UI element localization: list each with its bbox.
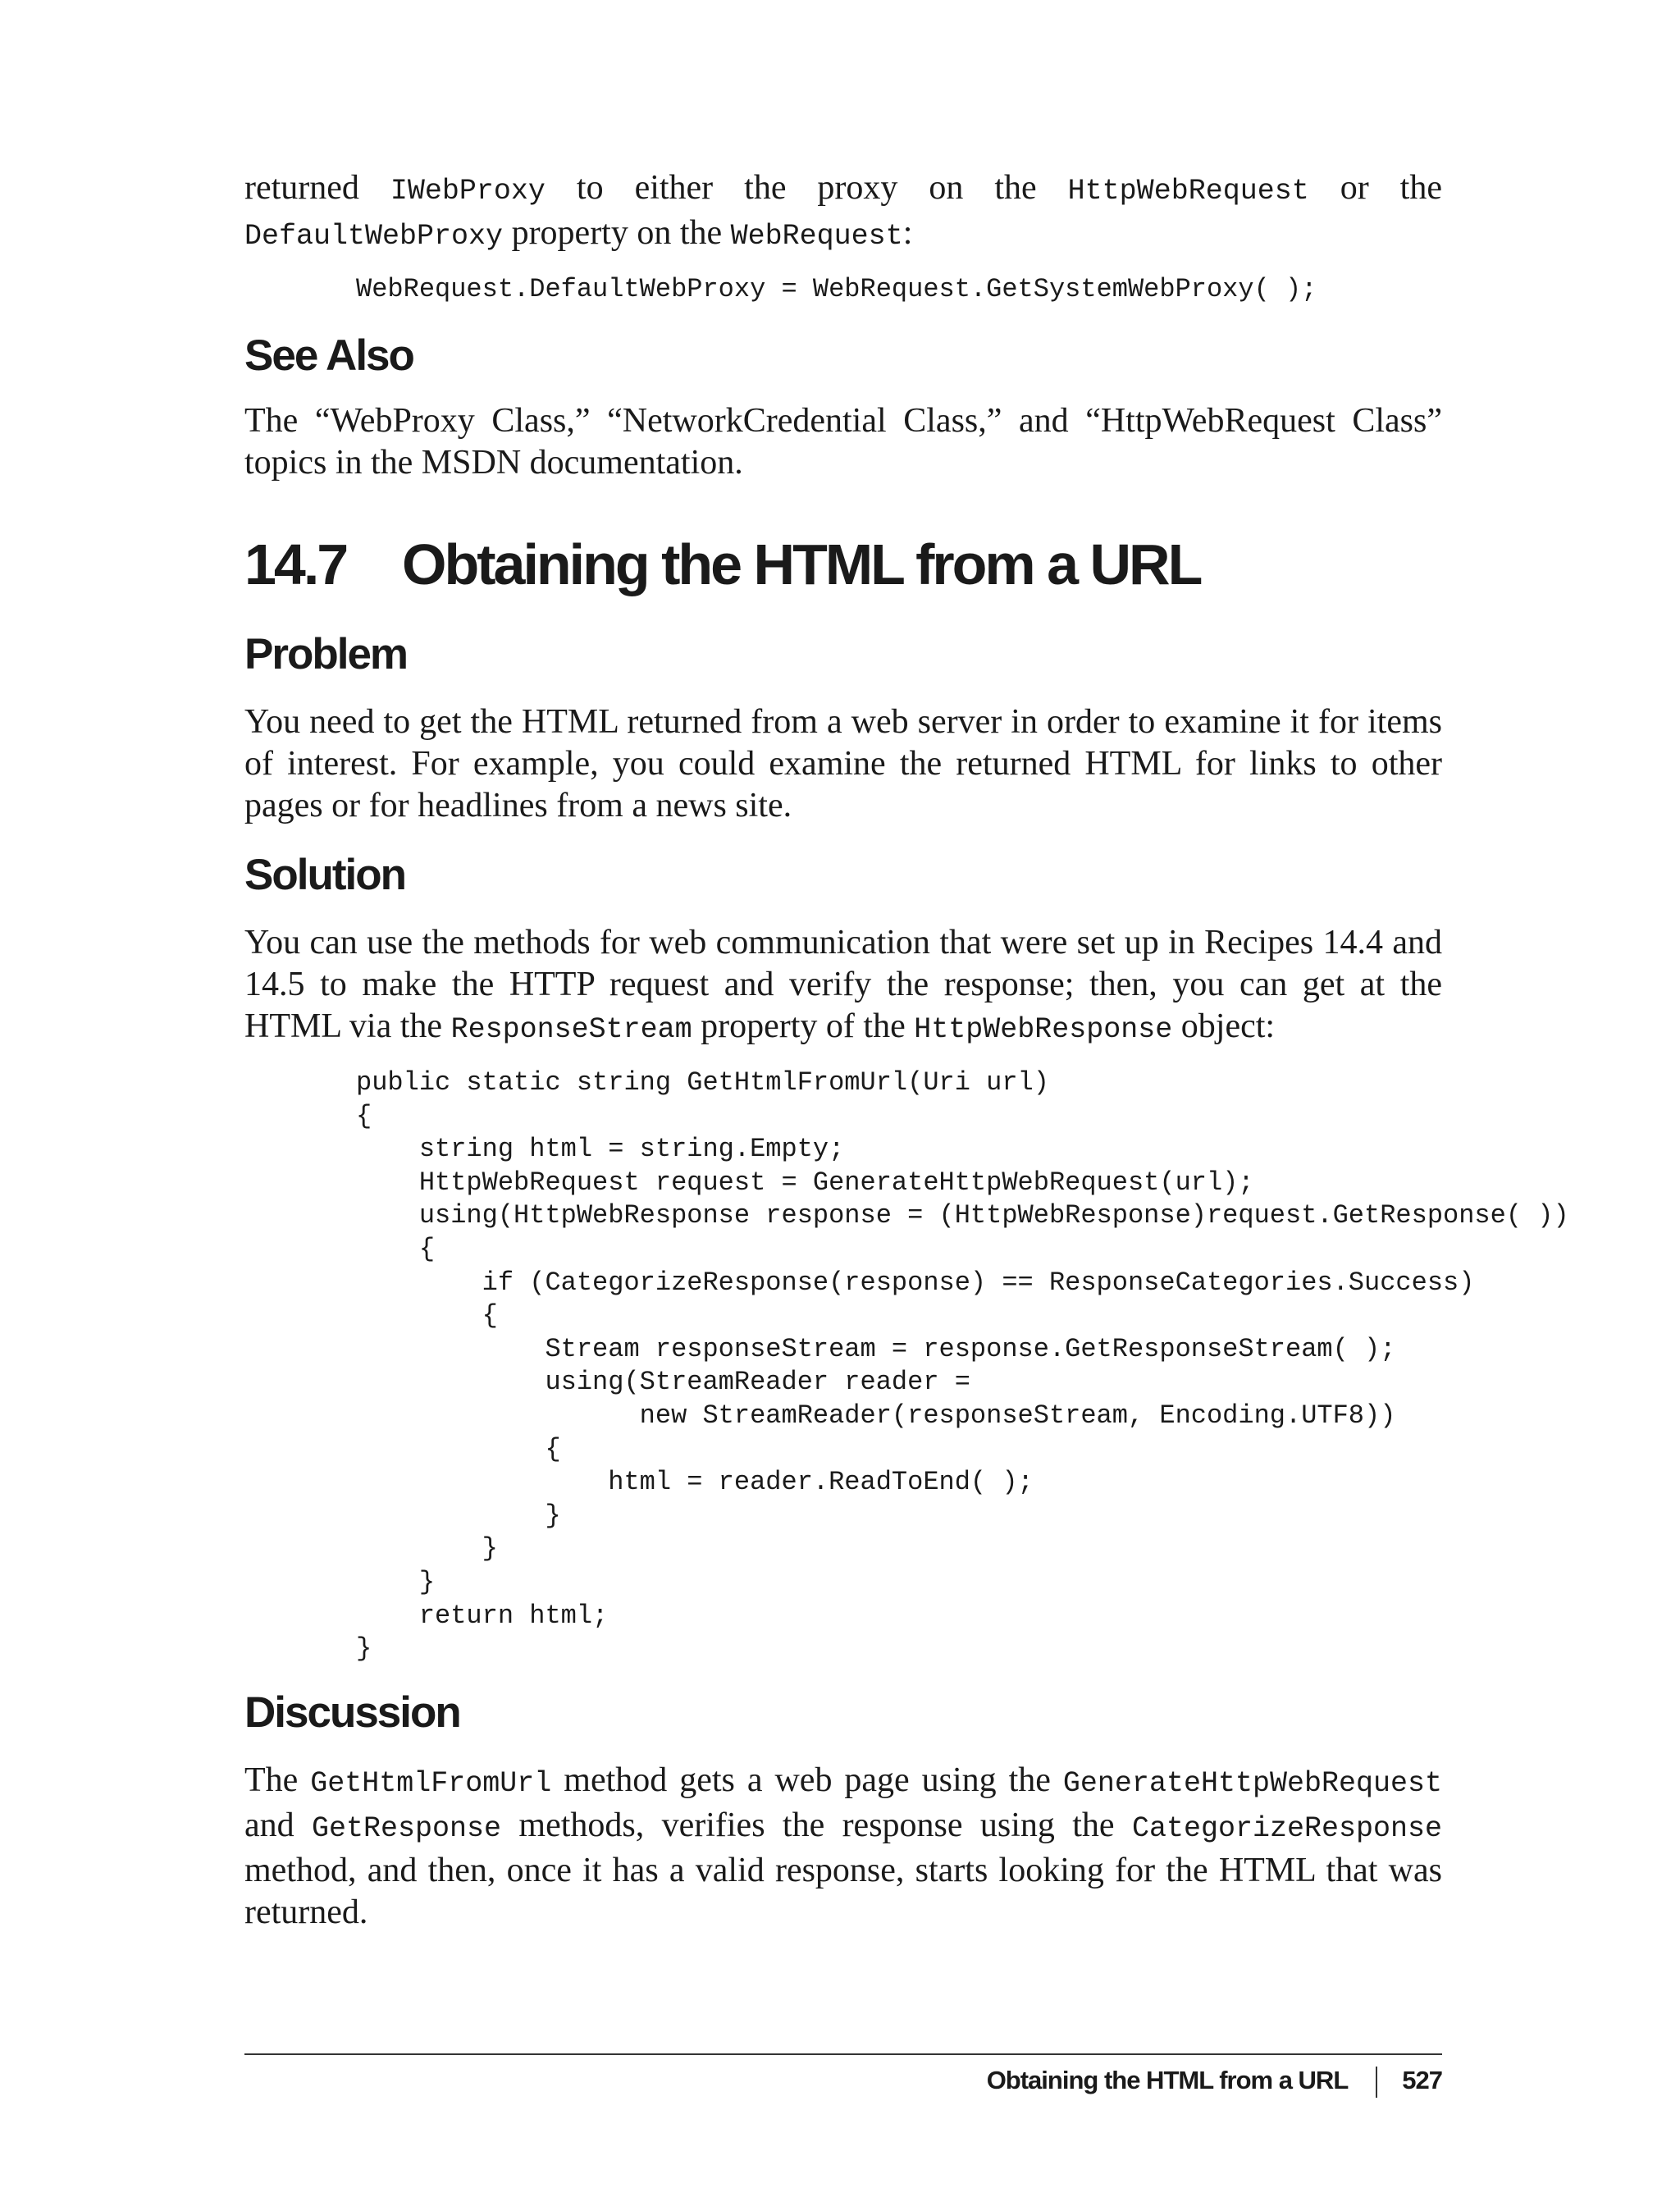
page-footer bbox=[987, 2066, 1442, 2098]
footer-separator bbox=[1376, 2067, 1377, 2098]
recipe-title bbox=[244, 532, 1442, 597]
recipe-title-text: Obtaining the HTML from a URL bbox=[402, 532, 1201, 596]
intro-paragraph: returned IWebProxy to either the proxy on the HttpWebRequest or the DefaultWebProxy property on the WebRequest: bbox=[244, 169, 1442, 253]
recipe-number: 14.7 bbox=[244, 532, 347, 596]
page-number: 527 bbox=[1402, 2066, 1442, 2094]
footer-running-title: Obtaining the HTML from a URL bbox=[986, 2066, 1349, 2094]
footer-divider bbox=[244, 2053, 1442, 2055]
solution-code-block: public static string GetHtmlFromUrl(Uri url) { string html = string.Empty; HttpWebRequest request = GenerateHttpWebRequest(url); using(HttpWebResponse response = (HttpWebResponse)request.GetResponse( )) { if (CategorizeResponse(response) == ResponseCategories.Success) { Stream responseStream = response.GetResponseStream( ); using(StreamReader reader = new StreamReader(responseStream, Encoding.UTF8)) { html = reader.ReadToEnd( ); } } } return html; } bbox=[356, 1067, 1569, 1665]
see-also-text: The “WebProxy Class,” “NetworkCredential Class,” and “HttpWebRequest Class” topics in the MSDN documentation. bbox=[244, 402, 1442, 482]
solution-heading: Solution bbox=[244, 851, 405, 899]
discussion-text: The GetHtmlFromUrl method gets a web page using the GenerateHttpWebRequest and GetResponse methods, verifies the response using the CategorizeResponse method, and then, once it has a valid response, starts looking for the HTML that was returned. bbox=[244, 1761, 1442, 1931]
solution-text: You can use the methods for web communication that were set up in Recipes 14.4 and 14.5 to make the HTTP request and verify the response; then, you can get at the HTML via the ResponseStream property of the HttpWebResponse object: bbox=[244, 924, 1442, 1046]
problem-heading: Problem bbox=[244, 630, 408, 678]
see-also-heading: See Also bbox=[244, 331, 413, 380]
discussion-heading: Discussion bbox=[244, 1688, 460, 1737]
problem-text: You need to get the HTML returned from a web server in order to examine it for items of interest. For example, you could examine the returned HTML for links to other pages or for headlines from a news site. bbox=[244, 703, 1442, 824]
proxy-code-line: WebRequest.DefaultWebProxy = WebRequest.GetSystemWebProxy( ); bbox=[356, 274, 1317, 304]
